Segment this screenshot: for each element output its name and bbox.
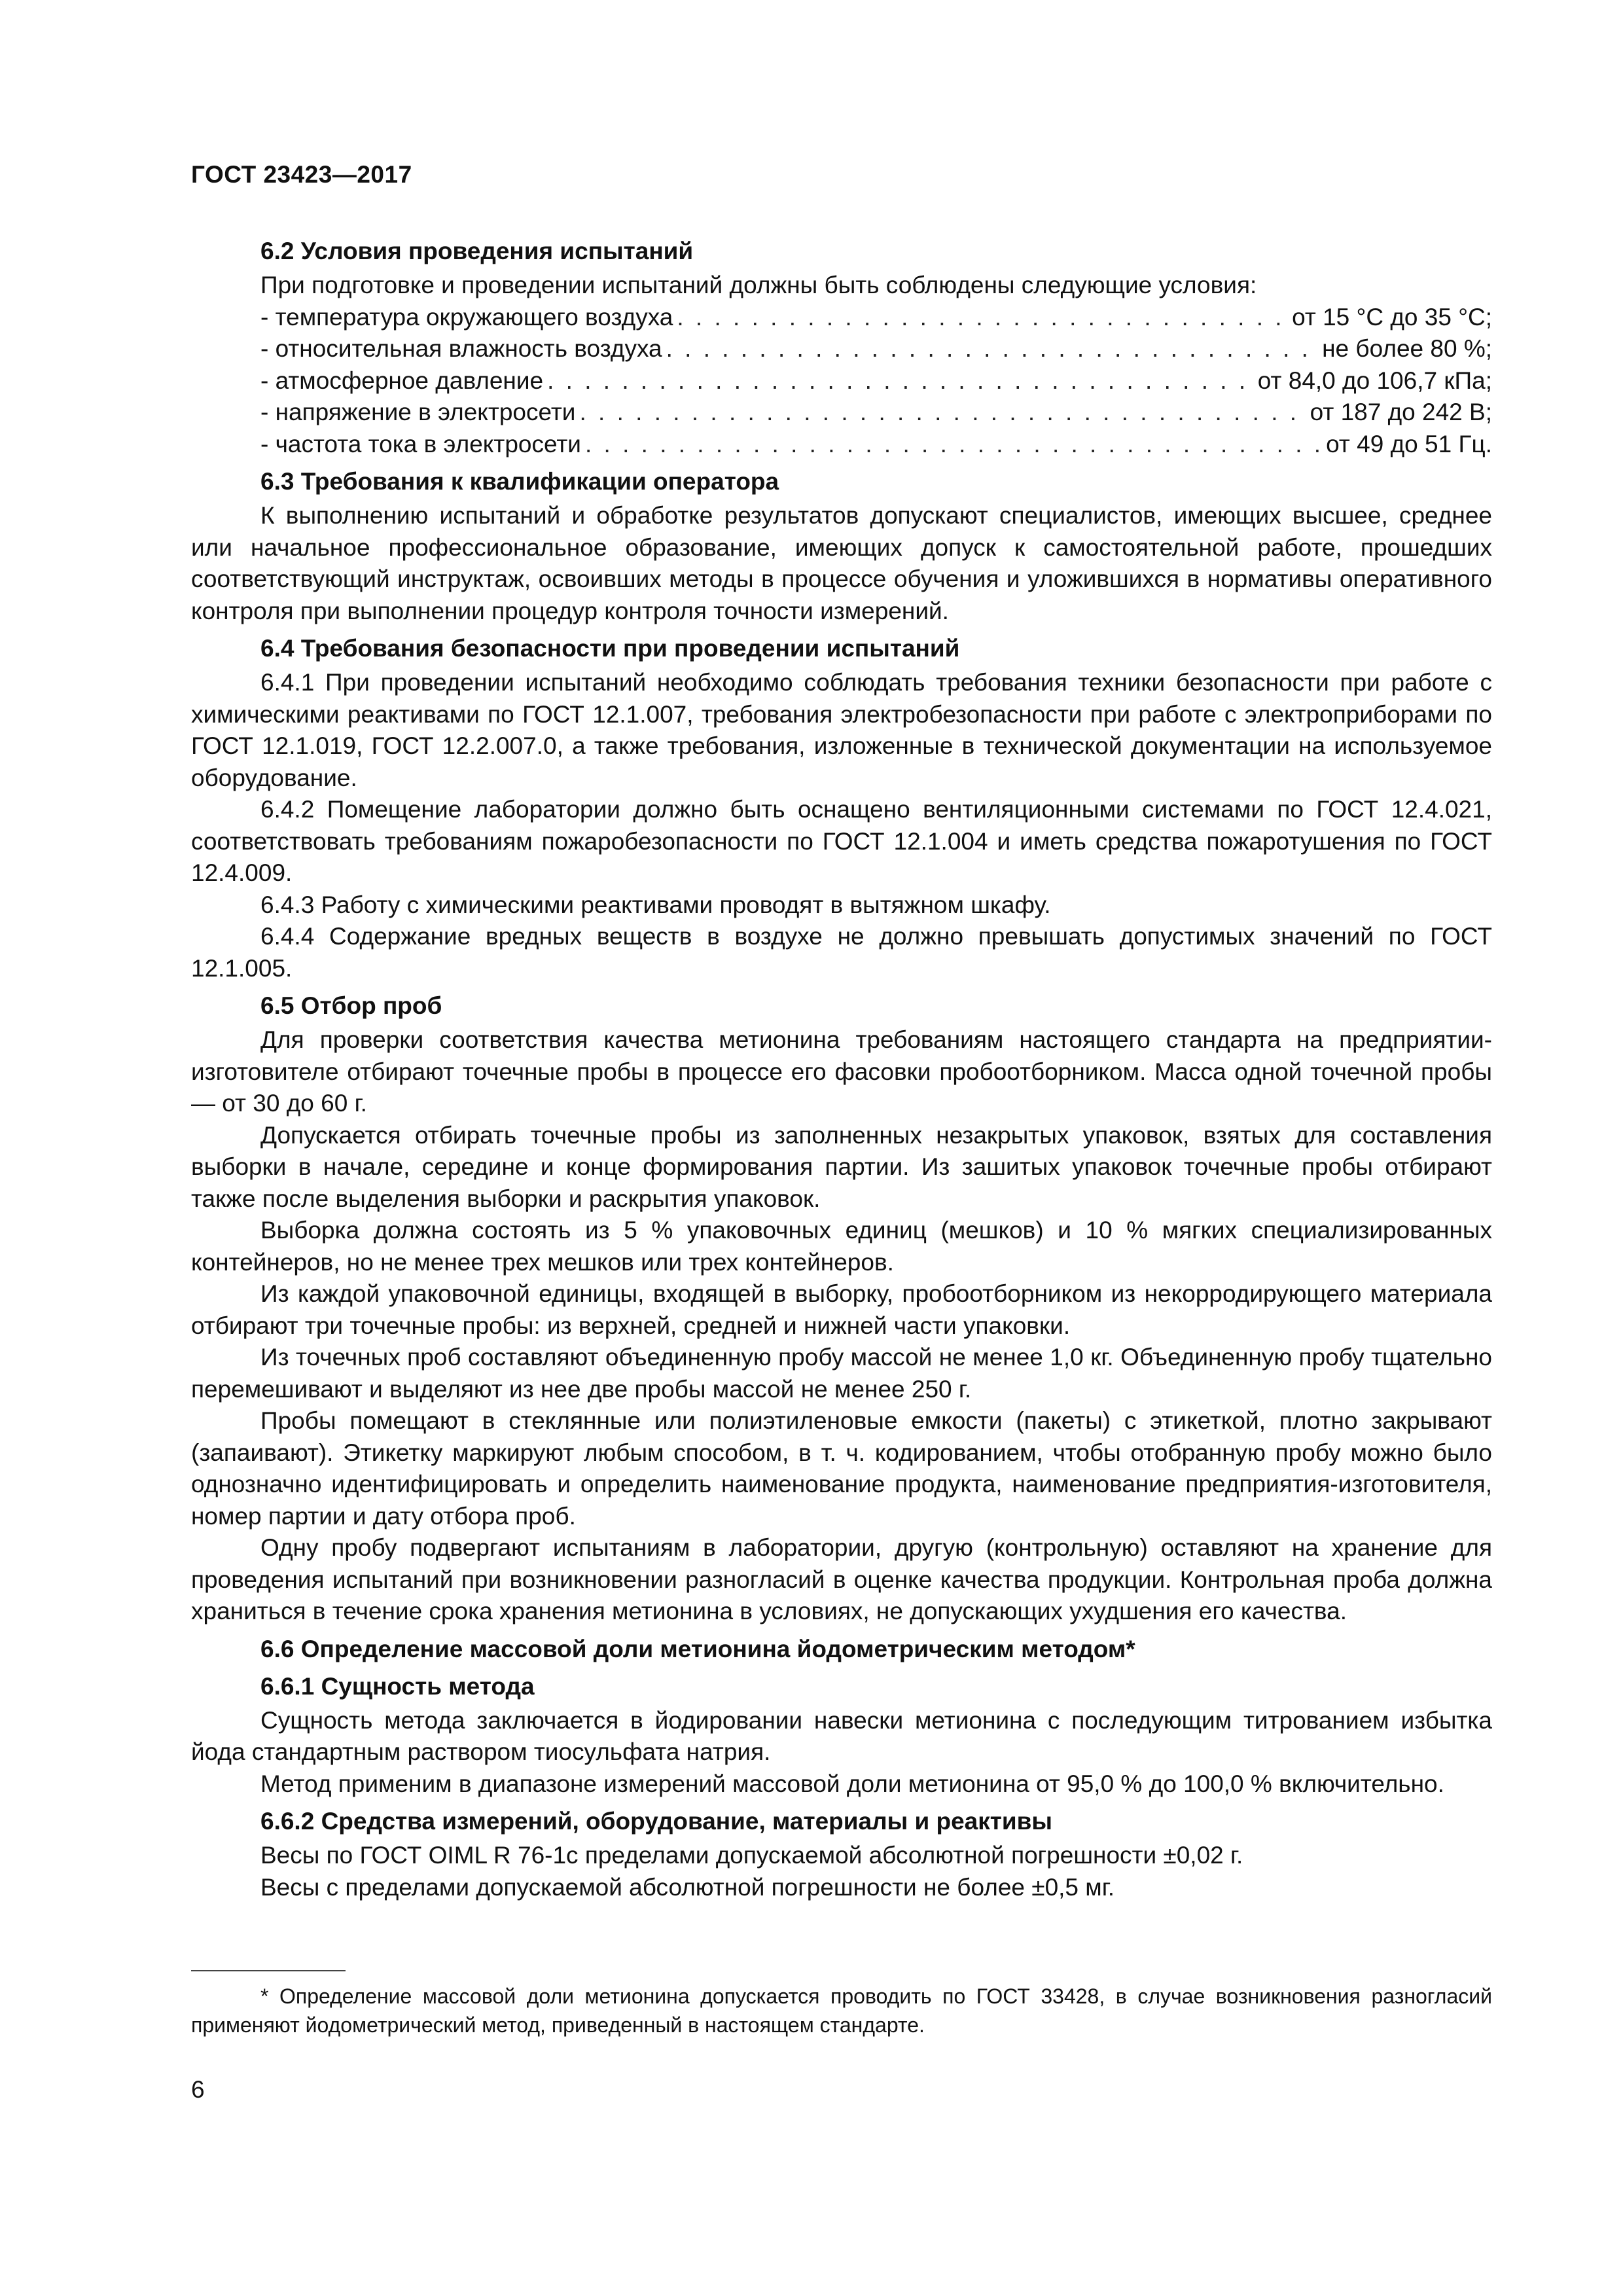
condition-value: от 15 °С до 35 °С; <box>1292 303 1492 331</box>
section-6-3-title: 6.3 Требования к квалификации оператора <box>260 468 779 495</box>
dot-leader <box>666 333 1319 365</box>
section-6-6-2-title: 6.6.2 Средства измерений, оборудование, материалы и реактивы <box>260 1808 1052 1835</box>
dot-leader <box>677 302 1288 334</box>
footnote-text: * Определение массовой доли метионина допускается проводить по ГОСТ 33428, в случае возникновения разногласий применяют йодометрический метод, приведенный в настоящем стандарте. <box>191 1984 1492 2037</box>
condition-row <box>191 333 1492 365</box>
dot-leader <box>579 397 1306 429</box>
condition-row <box>191 302 1492 334</box>
section-6-6-2-paragraph: Весы по ГОСТ OIML R 76-1с пределами допускаемой абсолютной погрешности ±0,02 г. <box>260 1842 1243 1869</box>
condition-row <box>191 429 1492 461</box>
condition-value: от 187 до 242 В; <box>1310 399 1492 425</box>
section-6-4-title: 6.4 Требования безопасности при проведении испытаний <box>260 635 960 662</box>
section-6-4-2-paragraph: 6.4.2 Помещение лаборатории должно быть оснащено вентиляционными системами по ГОСТ 12.4.021, соответствовать требованиям пожаробезопасности по ГОСТ 12.1.004 и иметь средства пожаротушения по ГОСТ 12.4.009. <box>191 796 1492 886</box>
condition-label: - напряжение в электросети <box>260 399 576 425</box>
section-6-5-paragraph: Пробы помещают в стеклянные или полиэтиленовые емкости (пакеты) с этикеткой, плотно закрывают (запаивают). Этикетку маркируют любым способом, в т. ч. кодированием, чтобы отобранную пробу можно было однозначно идентифицировать и определить наименование продукта, наименование предприятия-изготовителя, номер партии и дату отбора проб. <box>191 1407 1492 1530</box>
footnote-separator <box>191 1970 346 1971</box>
section-6-6-1-paragraph: Метод применим в диапазоне измерений массовой доли метионина от 95,0 % до 100,0 % включительно. <box>260 1770 1444 1797</box>
document-header: ГОСТ 23423—2017 <box>191 161 412 188</box>
section-6-6-title: 6.6 Определение массовой доли метионина йодометрическим методом* <box>260 1635 1135 1662</box>
section-6-2-title: 6.2 Условия проведения испытаний <box>260 238 694 264</box>
footnote <box>191 1982 1492 2039</box>
section-6-4-3-paragraph: 6.4.3 Работу с химическими реактивами проводят в вытяжном шкафу. <box>260 891 1051 918</box>
condition-row <box>191 397 1492 429</box>
condition-label: - частота тока в электросети <box>260 430 581 457</box>
page-number: 6 <box>191 2076 205 2103</box>
section-6-4-1-paragraph: 6.4.1 При проведении испытаний необходимо соблюдать требования техники безопасности при работе с химическими реактивами по ГОСТ 12.1.007, требования электробезопасности при работе с электроприборами по ГОСТ 12.1.019, ГОСТ 12.2.007.0, а также требования, изложенные в технической документации на используемое оборудование. <box>191 669 1492 791</box>
section-6-5-paragraph: Для проверки соответствия качества метионина требованиям настоящего стандарта на предприятии-изготовителе отбирают точечные пробы в процессе его фасовки пробоотборником. Масса одной точечной пробы — от 30 до 60 г. <box>191 1026 1492 1117</box>
section-6-3-paragraph: К выполнению испытаний и обработке результатов допускают специалистов, имеющих высшее, среднее или начальное профессиональное образование, имеющих допуск к самостоятельной работе, прошедших соответствующий инструктаж, освоивших методы в процессе обучения и уложившихся в нормативы оперативного контроля при выполнении процедур контроля точности измерений. <box>191 502 1492 624</box>
section-6-5-paragraph: Одну пробу подвергают испытаниям в лаборатории, другую (контрольную) оставляют на хранение для проведения испытаний при возникновении разногласий в оценке качества продукции. Контрольная проба должна храниться в течение срока хранения метионина в условиях, не допускающих ухудшения его качества. <box>191 1534 1492 1624</box>
section-6-5-title: 6.5 Отбор проб <box>260 992 442 1019</box>
dot-leader <box>585 429 1322 461</box>
section-6-5-paragraph: Выборка должна состоять из 5 % упаковочных единиц (мешков) и 10 % мягких специализированных контейнеров, но не менее трех мешков или трех контейнеров. <box>191 1217 1492 1276</box>
section-6-5-paragraph: Из каждой упаковочной единицы, входящей в выборку, пробоотборником из некорродирующего материала отбирают три точечные пробы: из верхней, средней и нижней части упаковки. <box>191 1280 1492 1339</box>
condition-label: - атмосферное давление <box>260 367 544 394</box>
document-body <box>191 236 1492 1903</box>
section-6-6-1-paragraph: Сущность метода заключается в йодировании навески метионина с последующим титрованием избытка йода стандартным раствором тиосульфата натрия. <box>191 1706 1492 1765</box>
section-6-5-paragraph: Из точечных проб составляют объединенную пробу массой не менее 1,0 кг. Объединенную пробу тщательно перемешивают и выделяют из нее две пробы массой не менее 250 г. <box>191 1344 1492 1403</box>
condition-value: от 84,0 до 106,7 кПа; <box>1257 367 1492 394</box>
condition-label: - относительная влажность воздуха <box>260 335 662 362</box>
condition-value: не более 80 %; <box>1322 335 1492 362</box>
section-6-6-1-title: 6.6.1 Сущность метода <box>260 1672 535 1700</box>
section-6-4-4-paragraph: 6.4.4 Содержание вредных веществ в воздухе не должно превышать допустимых значений по ГОСТ 12.1.005. <box>191 923 1492 982</box>
condition-label: - температура окружающего воздуха <box>260 303 673 331</box>
condition-value: от 49 до 51 Гц. <box>1326 430 1492 457</box>
condition-row <box>191 365 1492 397</box>
dot-leader <box>547 365 1254 397</box>
section-6-6-2-paragraph: Весы с пределами допускаемой абсолютной погрешности не более ±0,5 мг. <box>260 1873 1115 1901</box>
section-6-5-paragraph: Допускается отбирать точечные пробы из заполненных незакрытых упаковок, взятых для составления выборки в начале, середине и конце формирования партии. Из зашитых упаковок точечные пробы отбирают также после выделения выборки и раскрытия упаковок. <box>191 1121 1492 1212</box>
section-6-2-intro: При подготовке и проведении испытаний должны быть соблюдены следующие условия: <box>260 272 1257 298</box>
